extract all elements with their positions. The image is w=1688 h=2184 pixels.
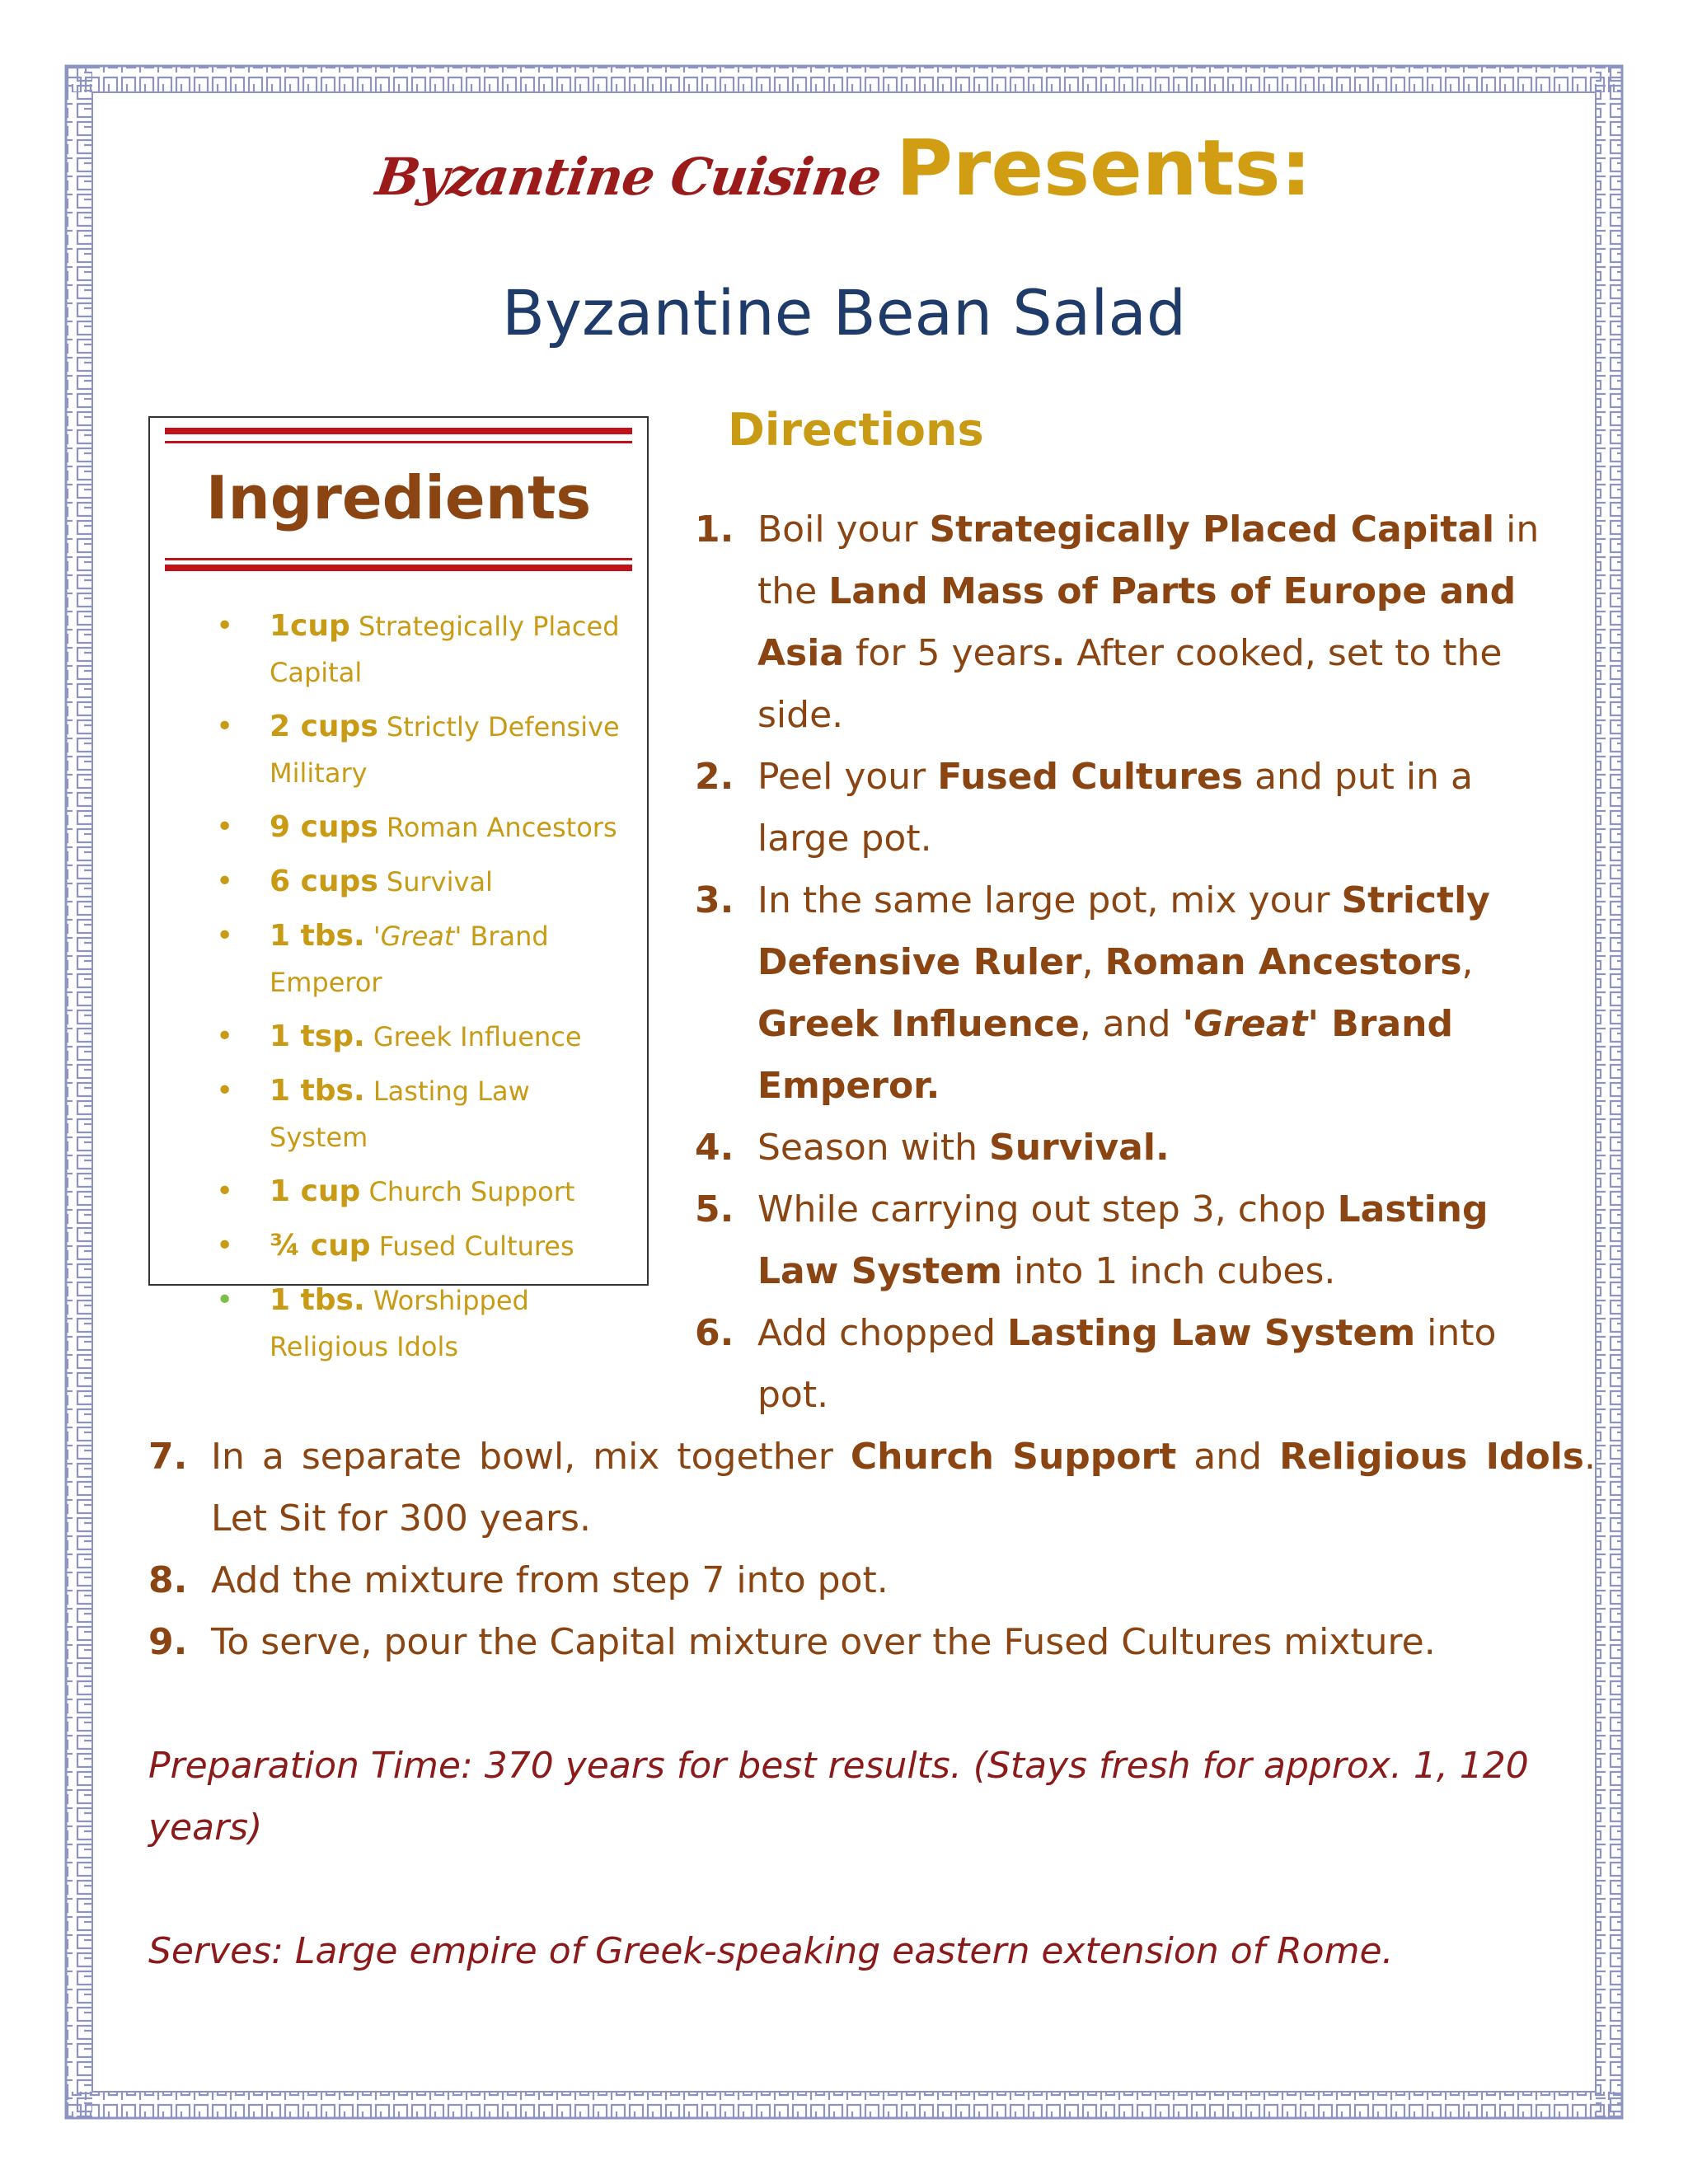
- direction-step: [695, 499, 1573, 746]
- ingredient-italic-text: 'Great': [373, 921, 462, 952]
- step-text-segment: in the: [757, 509, 1540, 612]
- step-text-segment: Add the mixture from step 7 into pot.: [211, 1559, 889, 1601]
- ingredient-item: [150, 804, 647, 851]
- step-text-segment: and: [1176, 1436, 1280, 1478]
- ingredient-name: Church Support: [360, 1176, 575, 1207]
- ingredients-card: [148, 416, 649, 1362]
- ingredient-name: Strictly Defensive Military: [270, 711, 620, 789]
- step-text-segment: into pot.: [757, 1312, 1497, 1416]
- step-text-segment: After cooked, set to the side.: [757, 632, 1503, 736]
- step-text-segment: ': [1182, 1003, 1194, 1045]
- ingredient-name: Fused Cultures: [370, 1230, 574, 1262]
- step-text-segment: Season with: [757, 1127, 990, 1169]
- step-text-segment: Peel your: [757, 756, 938, 798]
- ingredient-name: Survival: [377, 866, 493, 898]
- step-text-segment: into 1 inch cubes.: [1001, 1250, 1336, 1292]
- direction-step: [695, 1117, 1573, 1179]
- step-text-segment: In the same large pot, mix your: [757, 879, 1342, 921]
- ingredient-item: [150, 1223, 647, 1269]
- direction-step: [695, 1179, 1573, 1302]
- ingredient-quantity: 1cup: [270, 609, 350, 643]
- ingredients-heading: Ingredients: [205, 463, 592, 532]
- ingredient-name: Brand Emperor: [270, 921, 549, 998]
- step-number: 7.: [148, 1436, 188, 1478]
- brand-name: Byzantine Cuisine: [372, 147, 885, 207]
- step-text-segment: Strictly Defensive Ruler: [757, 879, 1490, 983]
- step-number: 9.: [148, 1621, 188, 1663]
- direction-step: [695, 869, 1573, 1117]
- step-number: 5.: [695, 1188, 734, 1230]
- step-text-segment: Land Mass of Parts of Europe and Asia: [757, 570, 1517, 674]
- direction-step: [148, 1611, 1596, 1673]
- top-red-bar: [165, 428, 632, 434]
- recipe-title: Byzantine Bean Salad: [501, 276, 1187, 349]
- ingredient-quantity: ¾ cup: [270, 1229, 371, 1263]
- serves-note: Serves: Large empire of Greek-speaking eastern extension of Rome.: [148, 1930, 1394, 1972]
- step-text-segment: Boil your: [757, 509, 930, 551]
- top-red-line: [165, 441, 632, 443]
- presents-label: Presents:: [896, 124, 1312, 213]
- ingredient-item: [150, 1169, 647, 1215]
- step-text-segment: To serve, pour the Capital mixture over the Fused Cultures mixture.: [211, 1621, 1436, 1663]
- direction-step: [148, 1426, 1596, 1549]
- step-text-segment: Survival.: [989, 1127, 1170, 1169]
- step-text-segment: ,: [1081, 941, 1105, 983]
- ingredients-list: [150, 603, 647, 1378]
- step-text-segment: Religious Idols: [1279, 1436, 1584, 1478]
- step-number: 6.: [695, 1312, 734, 1354]
- step-text-segment: Lasting Law System: [757, 1188, 1489, 1292]
- ingredient-item: [150, 603, 647, 696]
- page-heading: [0, 124, 1688, 213]
- step-text-segment: .: [1051, 632, 1066, 674]
- ingredient-quantity: 1 tbs.: [270, 919, 365, 953]
- step-text-segment: and put in a large pot.: [757, 756, 1473, 860]
- direction-step: [695, 746, 1573, 869]
- directions-heading: Directions: [728, 404, 984, 456]
- ingredient-item: [150, 1014, 647, 1060]
- ingredient-quantity: 6 cups: [270, 865, 378, 898]
- direction-step: [695, 1302, 1573, 1426]
- step-text-segment: Fused Cultures: [937, 756, 1244, 798]
- ingredient-name: Worshipped Religious Idols: [270, 1285, 529, 1362]
- step-number: 3.: [695, 879, 734, 921]
- step-text-segment: In a separate bowl, mix together: [211, 1436, 851, 1478]
- step-text-segment: Great: [1193, 1003, 1308, 1045]
- step-number: 2.: [695, 756, 734, 798]
- step-text-segment: Church Support: [850, 1436, 1177, 1478]
- ingredient-name: Roman Ancestors: [377, 812, 617, 843]
- step-text-segment: Greek Influence: [757, 1003, 1080, 1045]
- bottom-red-bar: [165, 565, 632, 571]
- ingredient-quantity: 1 tbs.: [270, 1074, 365, 1108]
- ingredient-quantity: 9 cups: [270, 810, 378, 844]
- ingredient-item: [150, 1277, 647, 1370]
- step-text-segment: While carrying out step 3, chop: [757, 1188, 1338, 1230]
- step-number: 8.: [148, 1559, 188, 1601]
- step-text-segment: Roman Ancestors: [1104, 941, 1462, 983]
- step-number: 4.: [695, 1127, 734, 1169]
- ingredient-quantity: 1 tbs.: [270, 1283, 365, 1317]
- step-text-segment: ' Brand Emperor.: [757, 1003, 1453, 1107]
- bottom-red-line: [165, 558, 632, 560]
- ingredient-name: Lasting Law System: [270, 1076, 530, 1153]
- step-text-segment: Strategically Placed Capital: [929, 509, 1495, 551]
- step-text-segment: , and: [1079, 1003, 1183, 1045]
- step-text-segment: Add chopped: [757, 1312, 1008, 1354]
- ingredient-name: Strategically Placed Capital: [270, 611, 620, 688]
- ingredient-item: [150, 913, 647, 1005]
- ingredient-item: [150, 859, 647, 905]
- step-text-segment: ,: [1461, 941, 1474, 983]
- ingredient-quantity: 1 cup: [270, 1174, 361, 1208]
- step-text-segment: for 5 years: [844, 632, 1052, 674]
- ingredient-item: [150, 1068, 647, 1160]
- step-text-segment: Lasting Law System: [1007, 1312, 1416, 1354]
- ingredient-quantity: 2 cups: [270, 710, 378, 743]
- direction-step: [148, 1549, 1596, 1611]
- step-number: 1.: [695, 509, 734, 551]
- ingredient-name: Greek Influence: [364, 1021, 582, 1052]
- ingredient-item: [150, 704, 647, 796]
- preparation-time: Preparation Time: 370 years for best results. (Stays fresh for approx. 1, 120 years): [148, 1745, 1529, 1849]
- step-text-segment: . Let Sit for 300 years.: [211, 1436, 1596, 1540]
- ingredient-quantity: 1 tsp.: [270, 1019, 365, 1053]
